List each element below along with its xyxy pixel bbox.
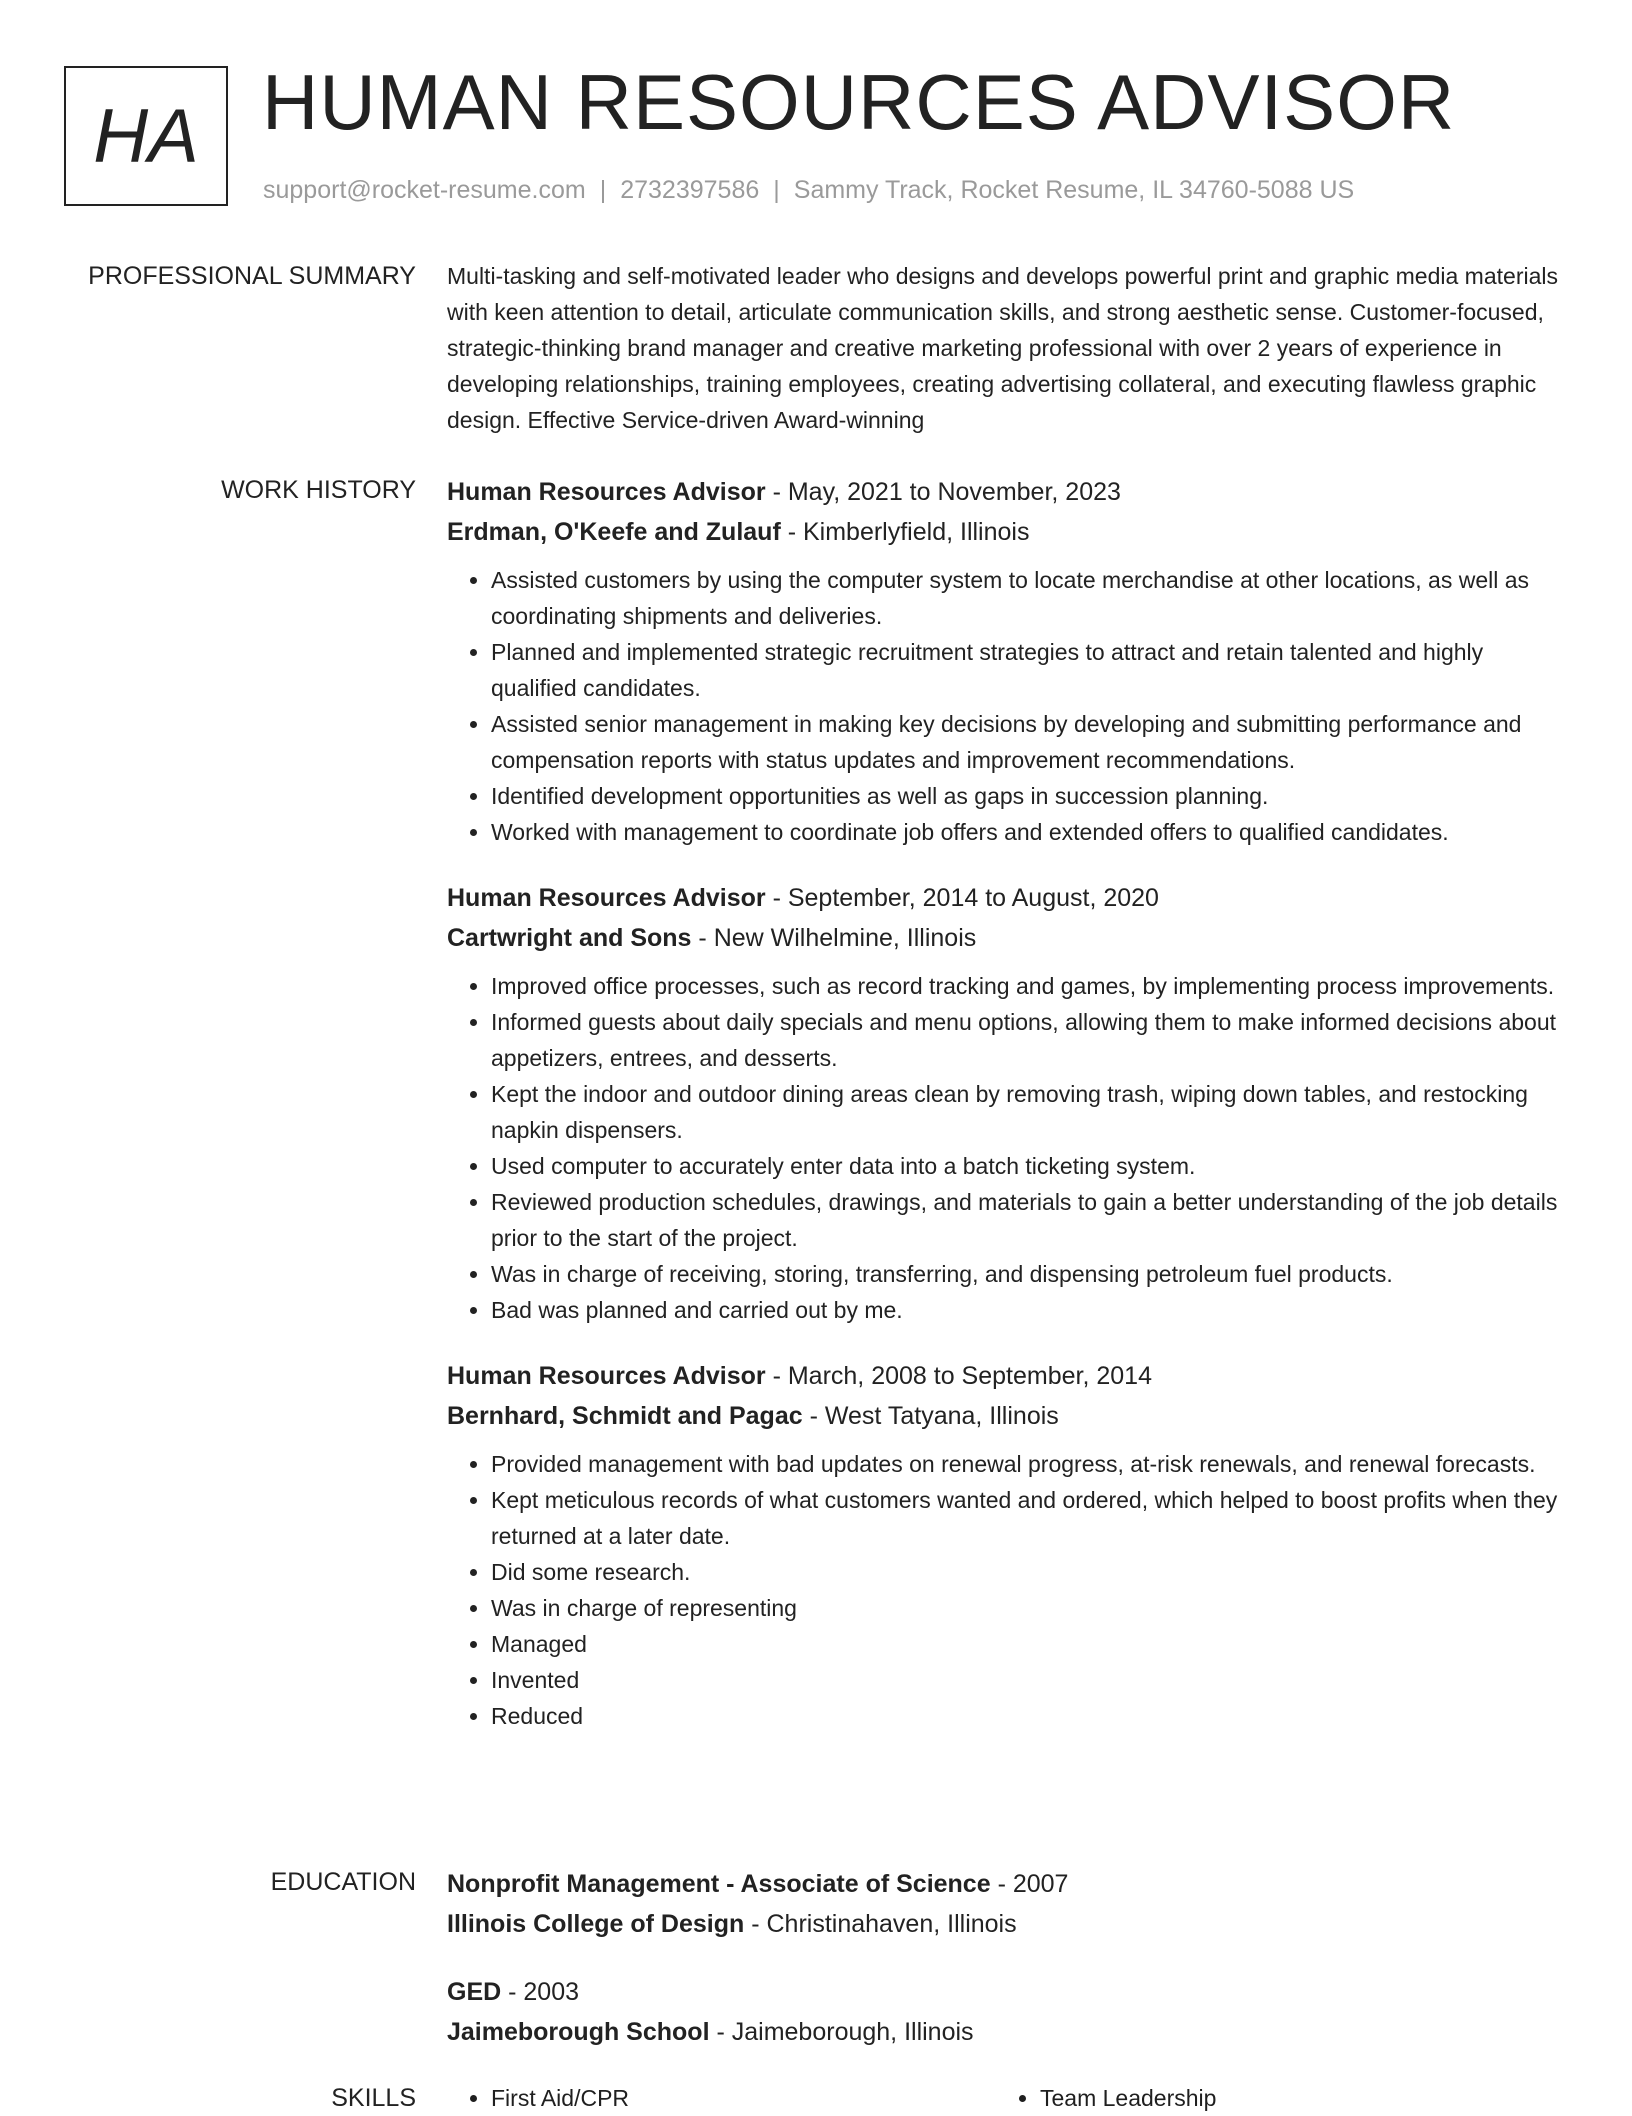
- job-company-line: Erdman, O'Keefe and Zulauf - Kimberlyfield, Illinois: [447, 518, 1030, 546]
- job-location: New Wilhelmine, Illinois: [713, 924, 977, 952]
- job-company-line: Bernhard, Schmidt and Pagac - West Tatyana, Illinois: [447, 1402, 1059, 1430]
- job-bullet: • Bad was planned and carried out by me.: [491, 1292, 1567, 1328]
- skill-item: • First Aid/CPR: [491, 2080, 996, 2116]
- job-dates: May, 2021 to November, 2023: [787, 478, 1121, 506]
- school-line: Jaimeborough School - Jaimeborough, Illinois: [447, 2018, 974, 2046]
- job-bullet: • Kept meticulous records of what customers wanted and ordered, which helped to boost profits when they returned at a later date.: [491, 1482, 1567, 1554]
- job-bullet: • Assisted customers by using the computer system to locate merchandise at other locations, as well as coordinating shipments and deliveries.: [491, 562, 1567, 634]
- contact-separator: |: [599, 176, 607, 204]
- job-dates: September, 2014 to August, 2020: [787, 884, 1159, 912]
- degree-line: Nonprofit Management - Associate of Science - 2007: [447, 1870, 1069, 1898]
- job-bullet: • Managed: [491, 1626, 1567, 1662]
- job-location: Kimberlyfield, Illinois: [803, 518, 1030, 546]
- school-line: Illinois College of Design - Christinahaven, Illinois: [447, 1910, 1017, 1938]
- job-bullet: • Worked with management to coordinate job offers and extended offers to qualified candidates.: [491, 814, 1567, 850]
- contact-separator: |: [773, 176, 780, 204]
- summary-heading: PROFESSIONAL SUMMARY: [88, 262, 416, 290]
- monogram-box: [64, 66, 228, 206]
- school-name: Jaimeborough School: [447, 2018, 710, 2046]
- skill-item: • Team Leadership: [1040, 2080, 1545, 2116]
- skills-column-left: [447, 2080, 996, 2116]
- job-bullet: • Assisted senior management in making key decisions by developing and submitting performance and compensation reports with status updates and improvement recommendations.: [491, 706, 1567, 778]
- job-title-line: Human Resources Advisor - March, 2008 to September, 2014: [447, 1362, 1152, 1390]
- education-entry: [447, 1972, 1567, 2052]
- job-entry: [447, 472, 1567, 850]
- contact-address: Sammy Track, Rocket Resume, IL 34760-5088 US: [793, 176, 1355, 204]
- job-company-line: Cartwright and Sons - New Wilhelmine, Illinois: [447, 924, 977, 952]
- job-company: Bernhard, Schmidt and Pagac: [447, 1402, 803, 1430]
- job-dates: March, 2008 to September, 2014: [787, 1362, 1152, 1390]
- resume-title: HUMAN RESOURCES ADVISOR: [262, 58, 1456, 146]
- school-name: Illinois College of Design: [447, 1910, 745, 1938]
- job-title-line: Human Resources Advisor - September, 2014 to August, 2020: [447, 884, 1159, 912]
- contact-email: support@rocket-resume.com: [263, 176, 586, 204]
- job-title: Human Resources Advisor: [447, 1362, 766, 1390]
- summary-text: Multi-tasking and self-motivated leader who designs and develops powerful print and graphic media materials with keen attention to detail, articulate communication skills, and strong aesthetic sense. Customer-focused, strategic-thinking brand manager and creative marketing professional with over 2 years of experience in developing relationships, training employees, creating advertising collateral, and executing flawless graphic design. Effective Service-driven Award-winning: [447, 263, 1558, 433]
- degree-name: GED: [447, 1978, 502, 2006]
- job-bullet: • Provided management with bad updates on renewal progress, at-risk renewals, and renewal forecasts.: [491, 1446, 1567, 1482]
- job-bullet: • Was in charge of representing: [491, 1590, 1567, 1626]
- monogram-initials: HA: [93, 93, 199, 179]
- job-bullets: [447, 562, 1567, 850]
- job-bullet: • Reviewed production schedules, drawings, and materials to gain a better understanding of the job details prior to the start of the project.: [491, 1184, 1567, 1256]
- school-location: Christinahaven, Illinois: [766, 1910, 1017, 1938]
- job-bullet: • Informed guests about daily specials and menu options, allowing them to make informed decisions about appetizers, entrees, and desserts.: [491, 1004, 1567, 1076]
- education-entry: [447, 1864, 1567, 1944]
- school-location: Jaimeborough, Illinois: [731, 2018, 974, 2046]
- job-bullet: • Invented: [491, 1662, 1567, 1698]
- job-bullet: • Kept the indoor and outdoor dining areas clean by removing trash, wiping down tables, and restocking napkin dispensers.: [491, 1076, 1567, 1148]
- contact-phone: 2732397586: [620, 176, 760, 204]
- job-bullet: • Planned and implemented strategic recruitment strategies to attract and retain talented and highly qualified candidates.: [491, 634, 1567, 706]
- job-company: Cartwright and Sons: [447, 924, 692, 952]
- job-bullet: • Used computer to accurately enter data into a batch ticketing system.: [491, 1148, 1567, 1184]
- job-title: Human Resources Advisor: [447, 884, 766, 912]
- degree-year: 2003: [523, 1978, 580, 2006]
- job-bullets: [447, 968, 1567, 1328]
- job-bullet: • Was in charge of receiving, storing, transferring, and dispensing petroleum fuel products.: [491, 1256, 1567, 1292]
- degree-line: GED - 2003: [447, 1978, 580, 2006]
- job-entry: [447, 878, 1567, 1328]
- job-location: West Tatyana, Illinois: [824, 1402, 1059, 1430]
- job-bullets: [447, 1446, 1567, 1734]
- job-bullet: • Improved office processes, such as record tracking and games, by implementing process improvements.: [491, 968, 1567, 1004]
- skills-grid: [447, 2080, 1567, 2116]
- job-title-line: Human Resources Advisor - May, 2021 to November, 2023: [447, 478, 1121, 506]
- job-bullet: • Did some research.: [491, 1554, 1567, 1590]
- job-bullet: • Identified development opportunities as well as gaps in succession planning.: [491, 778, 1567, 814]
- degree-name: Nonprofit Management - Associate of Science: [447, 1870, 991, 1898]
- job-entry: [447, 1356, 1567, 1734]
- job-bullet: • Reduced: [491, 1698, 1567, 1734]
- education-heading: EDUCATION: [270, 1868, 416, 1896]
- work-history-heading: WORK HISTORY: [221, 476, 416, 504]
- skills-heading: SKILLS: [331, 2084, 416, 2112]
- job-company: Erdman, O'Keefe and Zulauf: [447, 518, 781, 546]
- contact-line: [263, 176, 1354, 205]
- degree-year: 2007: [1012, 1870, 1069, 1898]
- skills-column-right: [996, 2080, 1545, 2116]
- job-title: Human Resources Advisor: [447, 478, 766, 506]
